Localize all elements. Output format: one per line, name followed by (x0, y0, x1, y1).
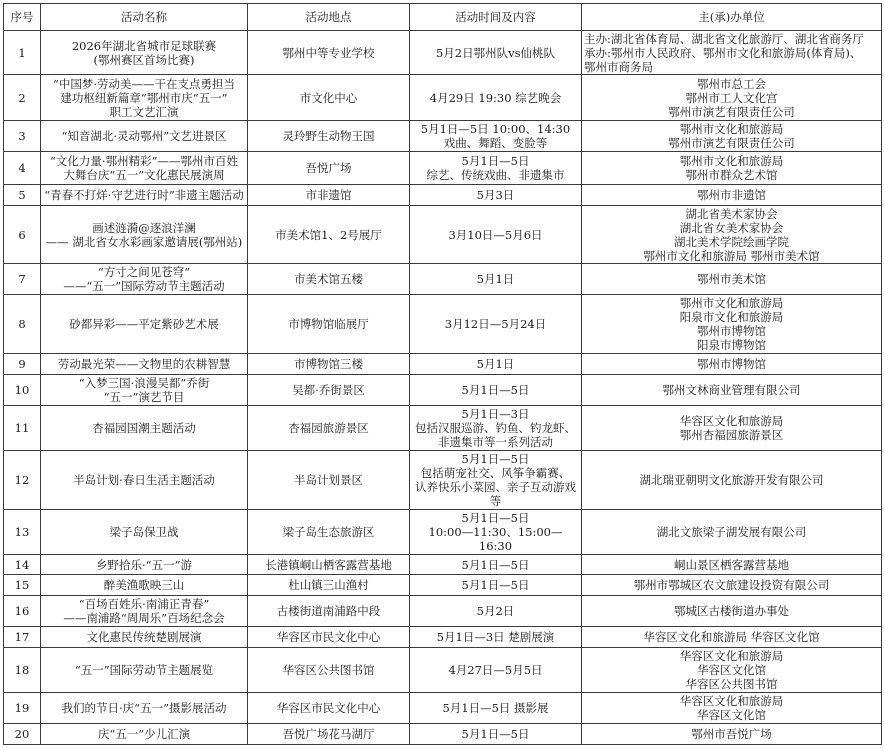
cell-activity-name: 庆“五一”少儿汇演 (41, 724, 248, 745)
table-row (4, 375, 882, 406)
cell-activity-name: “青春不打烊·守艺进行时”非遗主题活动 (41, 184, 248, 205)
cell-venue: 半岛计划景区 (248, 451, 410, 510)
cell-venue: 古楼街道南浦路中段 (248, 596, 410, 627)
table-row (4, 31, 882, 75)
table-row (4, 405, 882, 450)
cell-time-content: 5月1日—3日 包括汉服巡游、钓鱼、钓龙虾、 非遗集市等一系列活动 (410, 405, 582, 450)
cell-venue: 市非遗馆 (248, 184, 410, 205)
cell-seq: 16 (4, 596, 41, 627)
cell-time-content: 5月1日 (410, 354, 582, 375)
cell-seq: 2 (4, 75, 41, 120)
cell-seq: 7 (4, 264, 41, 295)
cell-venue: 华容区市民文化中心 (248, 693, 410, 724)
header-row (4, 4, 882, 31)
table-row (4, 354, 882, 375)
cell-organizer: 鄂州市吾悦广场 (582, 724, 882, 745)
cell-activity-name: “五一”国际劳动节主题展览 (41, 647, 248, 692)
cell-organizer: 鄂州市鄂城区农文旅建设投资有限公司 (582, 575, 882, 596)
table-row (4, 184, 882, 205)
cell-activity-name: 乡野拾乐·“五一”游 (41, 554, 248, 575)
table-row (4, 724, 882, 745)
cell-organizer: 湖北瑞亚朝明文化旅游开发有限公司 (582, 451, 882, 510)
cell-time-content: 5月1日—5日 (410, 554, 582, 575)
cell-time-content: 3月10日—5月6日 (410, 205, 582, 264)
cell-organizer: 鄂州市非遗馆 (582, 184, 882, 205)
cell-venue: 吾悦广场花马湖厅 (248, 724, 410, 745)
cell-organizer: 峒山景区栖客露营基地 (582, 554, 882, 575)
cell-seq: 15 (4, 575, 41, 596)
cell-activity-name: 梁子岛保卫战 (41, 510, 248, 554)
cell-seq: 17 (4, 627, 41, 648)
header-venue: 活动地点 (248, 4, 410, 31)
cell-seq: 20 (4, 724, 41, 745)
cell-time-content: 5月1日—5日 10:00—11:30、15:00—16:30 (410, 510, 582, 554)
cell-time-content: 4月29日 19:30 综艺晚会 (410, 75, 582, 120)
cell-venue: 华容区公共图书馆 (248, 647, 410, 692)
table-row (4, 151, 882, 184)
header-organizer: 主(承)办单位 (582, 4, 882, 31)
cell-venue: 市美术馆1、2号展厅 (248, 205, 410, 264)
cell-organizer: 鄂州市文化和旅游局 鄂州市演艺有限责任公司 (582, 120, 882, 151)
cell-activity-name: “方寸之间见苍穹” ——“五一”国际劳动节主题活动 (41, 264, 248, 295)
cell-seq: 6 (4, 205, 41, 264)
cell-activity-name: 文化惠民传统楚剧展演 (41, 627, 248, 648)
table-row (4, 647, 882, 692)
cell-venue: 吴都·乔街景区 (248, 375, 410, 406)
events-table (3, 3, 882, 745)
cell-time-content: 5月1日—3日 楚剧展演 (410, 627, 582, 648)
cell-organizer: 华容区文化和旅游局 鄂州杏福园旅游景区 (582, 405, 882, 450)
table-row (4, 120, 882, 151)
cell-activity-name: 画述涟漪@逐浪洋澜 —— 湖北省女水彩画家邀请展(鄂州站) (41, 205, 248, 264)
cell-seq: 4 (4, 151, 41, 184)
cell-seq: 8 (4, 295, 41, 354)
cell-seq: 13 (4, 510, 41, 554)
cell-activity-name: 我们的节日·庆“五一”摄影展活动 (41, 693, 248, 724)
cell-time-content: 5月2日 (410, 596, 582, 627)
table-row (4, 75, 882, 120)
cell-venue: 市博物馆临展厅 (248, 295, 410, 354)
table-row (4, 554, 882, 575)
cell-venue: 华容区市民文化中心 (248, 627, 410, 648)
header-time-content: 活动时间及内容 (410, 4, 582, 31)
cell-activity-name: 劳动最光荣——文物里的农耕智慧 (41, 354, 248, 375)
table-row (4, 693, 882, 724)
cell-time-content: 5月1日—5日 综艺、传统戏曲、非遗集市 (410, 151, 582, 184)
cell-seq: 10 (4, 375, 41, 406)
header-activity-name: 活动名称 (41, 4, 248, 31)
cell-time-content: 5月1日—5日 (410, 375, 582, 406)
cell-venue: 梁子岛生态旅游区 (248, 510, 410, 554)
table-row (4, 596, 882, 627)
cell-organizer: 华容区文化和旅游局 华容区文化馆 (582, 693, 882, 724)
cell-time-content: 5月1日—5日 包括萌宠社交、风筝争霸赛、 认养快乐小菜园、亲子互动游戏等 (410, 451, 582, 510)
cell-organizer: 鄂州文林商业管理有限公司 (582, 375, 882, 406)
cell-seq: 19 (4, 693, 41, 724)
cell-time-content: 5月1日—5日 10:00、14:30 戏曲、舞蹈、变脸等 (410, 120, 582, 151)
cell-venue: 鄂州中等专业学校 (248, 31, 410, 75)
cell-activity-name: 砂都异彩——平定紫砂艺术展 (41, 295, 248, 354)
cell-time-content: 5月2日鄂州队vs仙桃队 (410, 31, 582, 75)
cell-time-content: 5月1日—5日 (410, 575, 582, 596)
cell-organizer: 华容区文化和旅游局 华容区文化馆 华容区公共图书馆 (582, 647, 882, 692)
table-row (4, 295, 882, 354)
cell-seq: 1 (4, 31, 41, 75)
cell-activity-name: 半岛计划·春日生活主题活动 (41, 451, 248, 510)
cell-venue: 吾悦广场 (248, 151, 410, 184)
cell-seq: 11 (4, 405, 41, 450)
cell-activity-name: “百场百姓乐·南浦正青春” ——南浦路“周周乐”百场纪念会 (41, 596, 248, 627)
cell-seq: 5 (4, 184, 41, 205)
cell-venue: 杜山镇三山渔村 (248, 575, 410, 596)
table-row (4, 575, 882, 596)
cell-activity-name: “知音湖北·灵动鄂州”文艺进景区 (41, 120, 248, 151)
cell-time-content: 4月27日—5月5日 (410, 647, 582, 692)
cell-venue: 杏福园旅游景区 (248, 405, 410, 450)
cell-organizer: 鄂州市美术馆 (582, 264, 882, 295)
cell-venue: 市美术馆五楼 (248, 264, 410, 295)
cell-organizer: 华容区文化和旅游局 华容区文化馆 (582, 627, 882, 648)
cell-activity-name: “入梦三国·浪漫吴都”乔街 “五一”演艺节目 (41, 375, 248, 406)
table-row (4, 510, 882, 554)
cell-organizer: 鄂州市总工会 鄂州市工人文化宫 鄂州市演艺有限责任公司 (582, 75, 882, 120)
cell-organizer: 鄂州市文化和旅游局 鄂州市群众艺术馆 (582, 151, 882, 184)
cell-activity-name: 2026年湖北省城市足球联赛 (鄂州赛区首场比赛) (41, 31, 248, 75)
table-row (4, 627, 882, 648)
cell-seq: 9 (4, 354, 41, 375)
cell-time-content: 5月1日—5日 摄影展 (410, 693, 582, 724)
cell-seq: 18 (4, 647, 41, 692)
cell-time-content: 5月1日—5日 (410, 724, 582, 745)
cell-activity-name: “中国梦·劳动美——干在支点勇担当 建功枢纽新篇章”鄂州市庆“五一” 职工文艺汇演 (41, 75, 248, 120)
header-seq: 序号 (4, 4, 41, 31)
cell-time-content: 5月3日 (410, 184, 582, 205)
cell-venue: 灵玲野生动物王国 (248, 120, 410, 151)
cell-activity-name: “文化力量·鄂州精彩”——鄂州市百姓 大舞台庆“五一”文化惠民展演周 (41, 151, 248, 184)
cell-activity-name: 醉美渔歌映三山 (41, 575, 248, 596)
cell-organizer: 鄂州市文化和旅游局 阳泉市文化和旅游局 鄂州市博物馆 阳泉市博物馆 (582, 295, 882, 354)
cell-seq: 14 (4, 554, 41, 575)
cell-time-content: 3月12日—5月24日 (410, 295, 582, 354)
table-row (4, 451, 882, 510)
cell-organizer: 湖北文旅梁子湖发展有限公司 (582, 510, 882, 554)
table-row (4, 205, 882, 264)
cell-venue: 长港镇峒山栖客露营基地 (248, 554, 410, 575)
cell-venue: 市博物馆三楼 (248, 354, 410, 375)
cell-time-content: 5月1日 (410, 264, 582, 295)
table-row (4, 264, 882, 295)
cell-organizer: 鄂城区古楼街道办事处 (582, 596, 882, 627)
cell-activity-name: 杏福园国潮主题活动 (41, 405, 248, 450)
cell-organizer: 鄂州市博物馆 (582, 354, 882, 375)
cell-venue: 市文化中心 (248, 75, 410, 120)
cell-organizer: 湖北省美术家协会 湖北省女美术家协会 湖北美术学院绘画学院 鄂州市文化和旅游局 鄂州市美术馆 (582, 205, 882, 264)
cell-organizer: 主办:湖北省体育局、湖北省文化旅游厅、湖北省商务厅 承办:鄂州市人民政府、鄂州市文化和旅游局(体育局)、 鄂州市商务局 (582, 31, 882, 75)
cell-seq: 12 (4, 451, 41, 510)
cell-seq: 3 (4, 120, 41, 151)
